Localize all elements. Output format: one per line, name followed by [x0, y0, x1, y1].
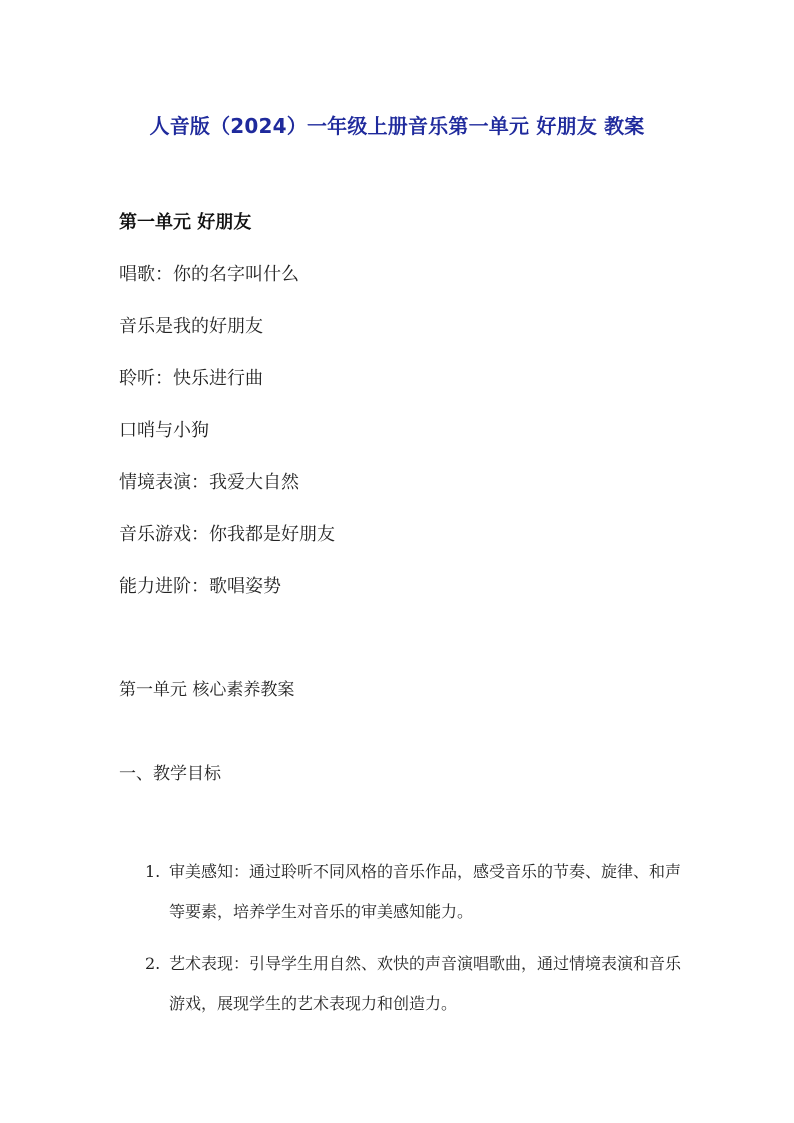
objective-number: 1.: [145, 862, 161, 881]
objective-number: 2.: [145, 954, 161, 973]
objective-item: [145, 852, 685, 932]
section-title-objectives: 一、教学目标: [119, 764, 221, 784]
content-line: 唱歌：你的名字叫什么: [119, 264, 299, 285]
content-line: 音乐是我的好朋友: [119, 316, 263, 337]
unit-heading: 第一单元 好朋友: [119, 212, 252, 233]
content-line: 音乐游戏：你我都是好朋友: [119, 524, 335, 545]
objective-text: 审美感知：通过聆听不同风格的音乐作品，感受音乐的节奏、旋律、和声等要素，培养学生对音乐的审美感知能力。: [169, 862, 682, 921]
objective-text: 艺术表现：引导学生用自然、欢快的声音演唱歌曲，通过情境表演和音乐游戏，展现学生的艺术表现力和创造力。: [169, 954, 682, 1013]
objective-item: [145, 944, 685, 1024]
content-line: 聆听：快乐进行曲: [119, 368, 263, 389]
content-line: 口哨与小狗: [119, 420, 209, 441]
content-line: 情境表演：我爱大自然: [119, 472, 299, 493]
content-line: 能力进阶：歌唱姿势: [119, 576, 281, 597]
plan-title: 第一单元 核心素养教案: [119, 680, 295, 700]
document-title: 人音版（2024）一年级上册音乐第一单元 好朋友 教案: [149, 114, 645, 138]
